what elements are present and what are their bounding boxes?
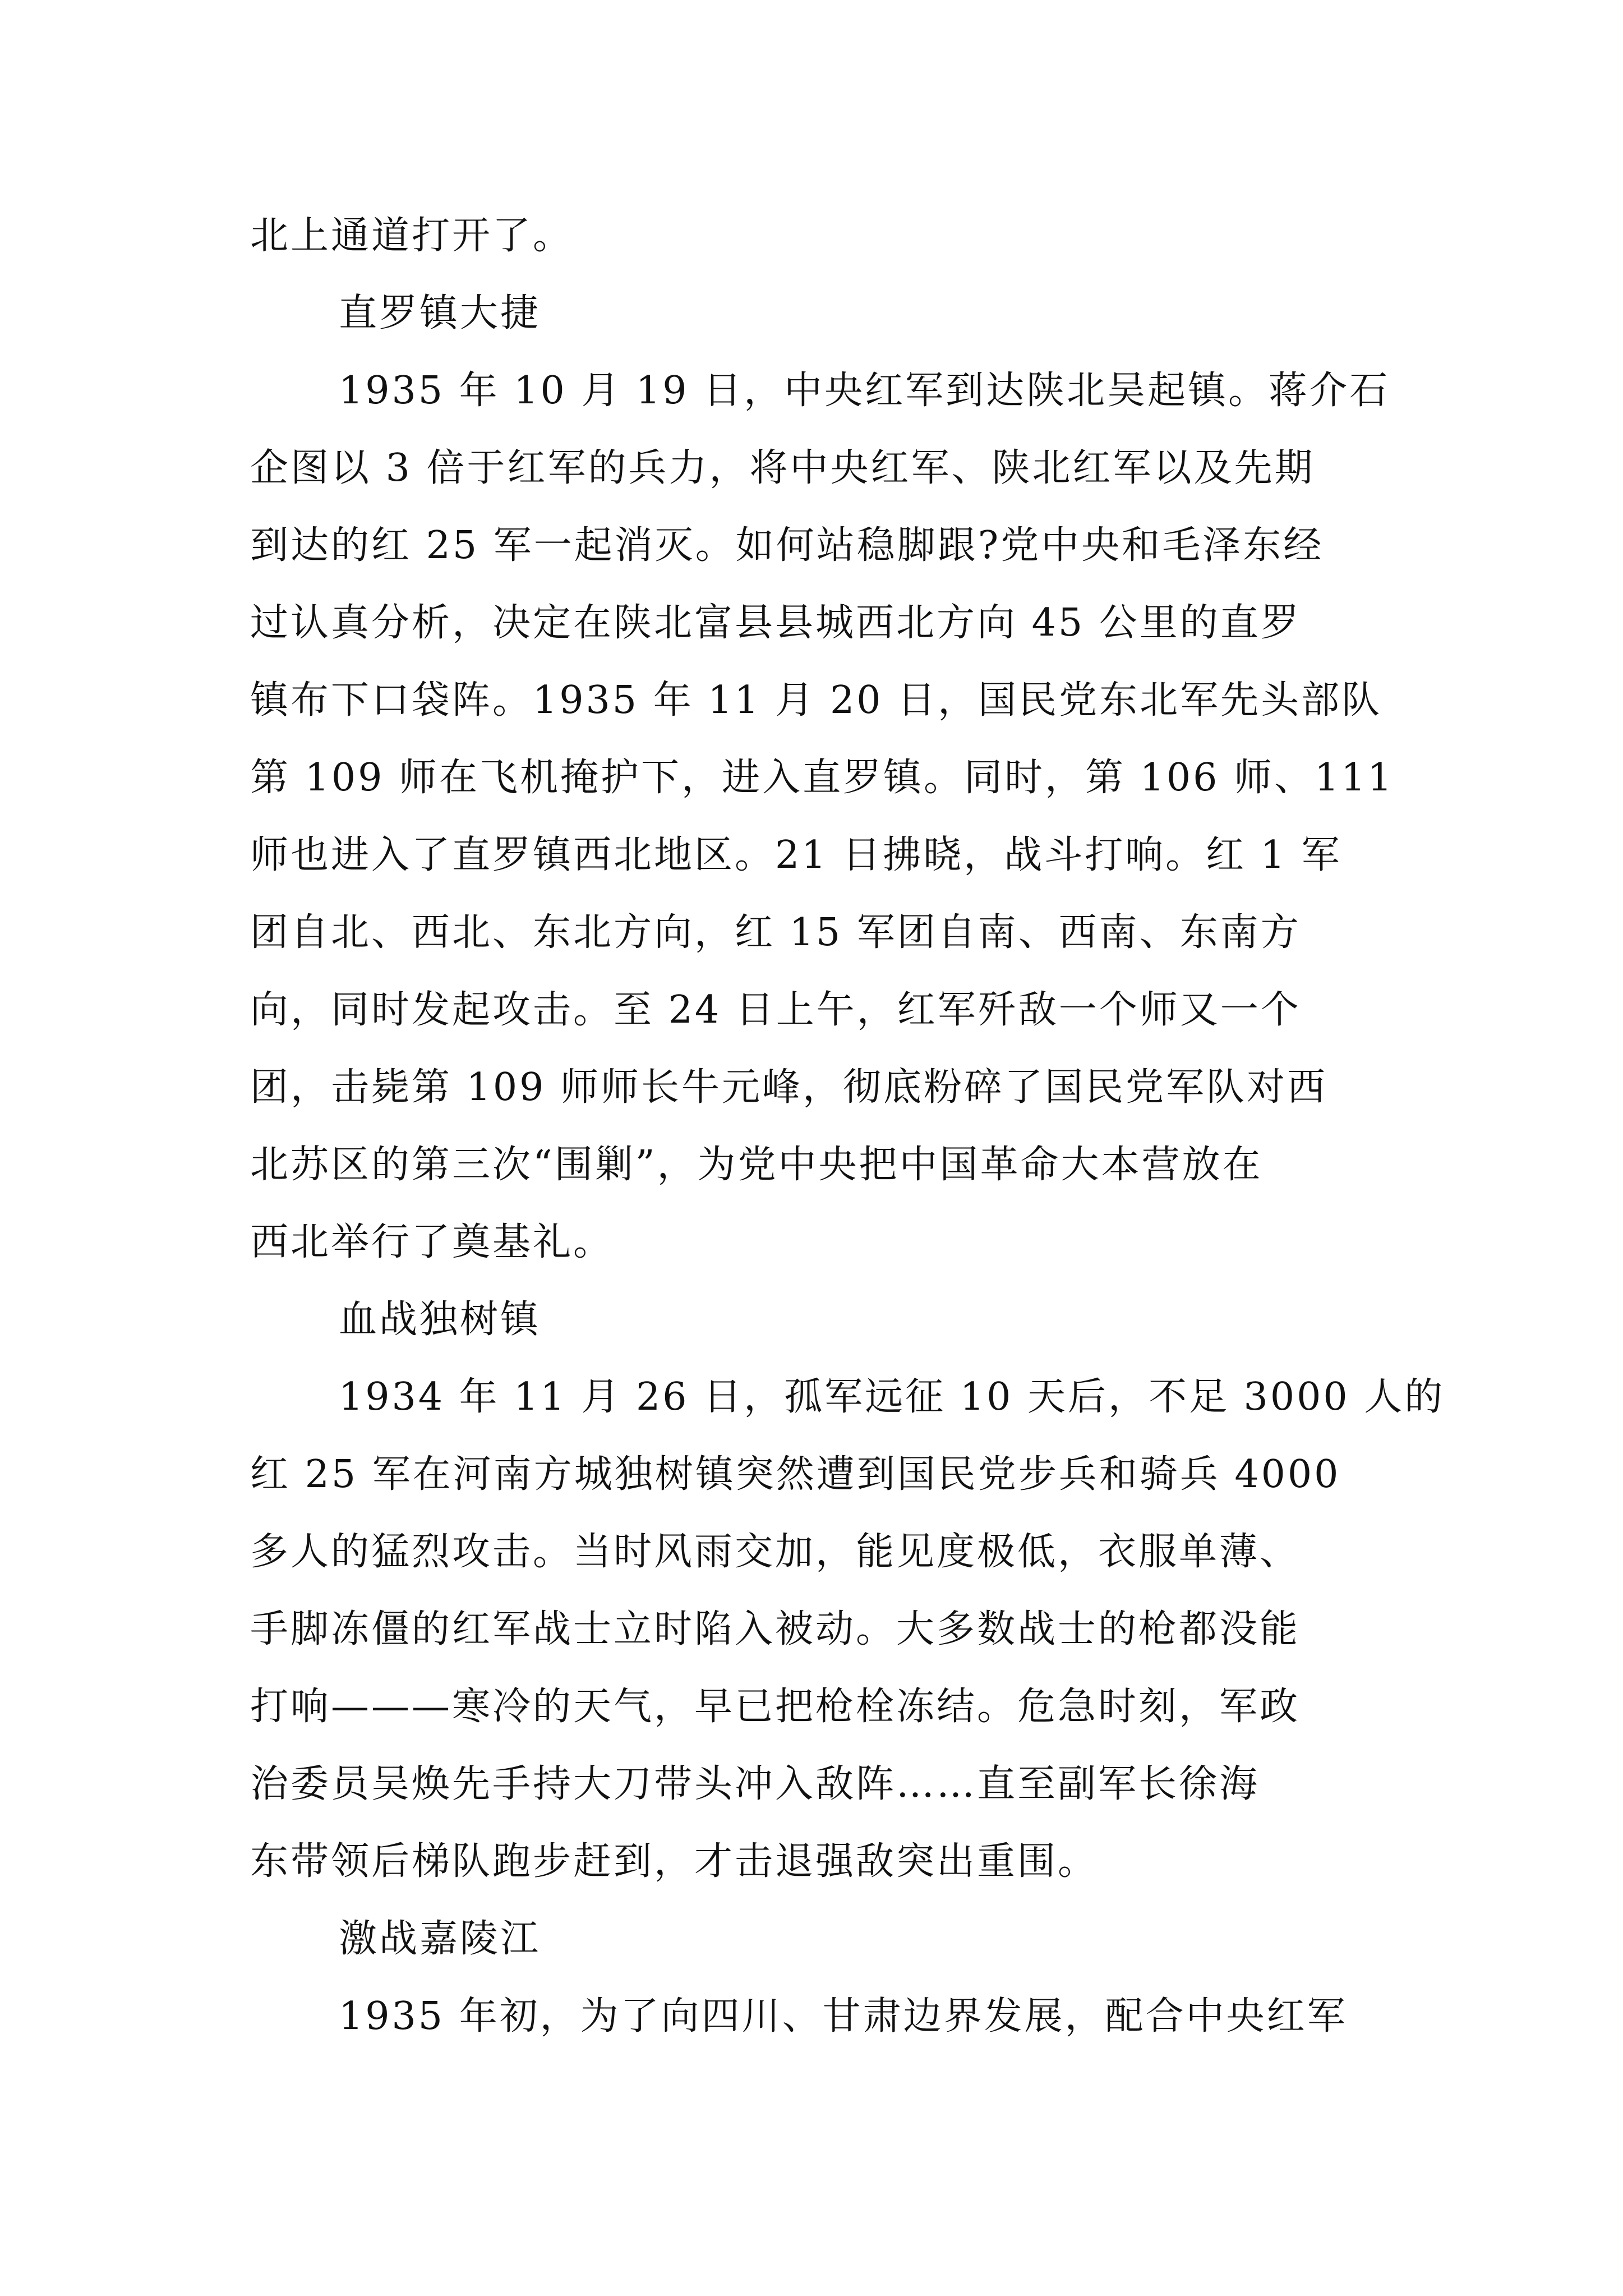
text-line: 治委员吴焕先手持大刀带头冲入敌阵……直至副军长徐海 [250,1762,1260,1806]
text-line: 北苏区的第三次“围剿”，为党中央把中国革命大本营放在 [250,1143,1263,1187]
text-line: 团，击毙第 109 师师长牛元峰，彻底粉碎了国民党军队对西 [250,1065,1328,1110]
text-line: 红 25 军在河南方城独树镇突然遭到国民党步兵和骑兵 4000 [250,1452,1341,1497]
text-line: 到达的红 25 军一起消灭。如何站稳脚跟?党中央和毛泽东经 [250,523,1324,568]
text-line: 北上通道打开了。 [250,214,574,258]
text-line: 师也进入了直罗镇西北地区。21 日拂晓，战斗打响。红 1 军 [250,833,1342,877]
text-line: 西北举行了奠基礼。 [250,1220,614,1264]
text-line: 向，同时发起攻击。至 24 日上午，红军歼敌一个师又一个 [250,988,1301,1032]
text-line: 多人的猛烈攻击。当时风雨交加，能见度极低，衣服单薄、 [250,1530,1301,1574]
text-line: 镇布下口袋阵。1935 年 11 月 20 日，国民党东北军先头部队 [250,678,1382,723]
section-heading: 激战嘉陵江 [339,1917,541,1961]
section-heading: 血战独树镇 [339,1297,541,1342]
text-line: 手脚冻僵的红军战士立时陷入被动。大多数战士的枪都没能 [250,1607,1301,1651]
document-body [250,197,1445,2055]
text-line: 过认真分析，决定在陕北富县县城西北方向 45 公里的直罗 [250,601,1301,645]
text-line: 企图以 3 倍于红军的兵力，将中央红军、陕北红军以及先期 [250,446,1315,490]
text-line: 1935 年初，为了向四川、甘肃边界发展，配合中央红军 [339,1994,1348,2039]
text-line: 东带领后梯队跑步赶到，才击退强敌突出重围。 [250,1839,1099,1884]
text-line: 团自北、西北、东北方向，红 15 军团自南、西南、东南方 [250,910,1301,955]
text-line: 第 109 师在飞机掩护下，进入直罗镇。同时，第 106 师、111 [250,756,1394,800]
section-heading: 直罗镇大捷 [339,291,541,335]
text-line: 打响———寒冷的天气，早已把枪栓冻结。危急时刻，军政 [250,1685,1301,1729]
text-line: 1935 年 10 月 19 日，中央红军到达陕北吴起镇。蒋介石 [339,369,1390,413]
text-line: 1934 年 11 月 26 日，孤军远征 10 天后，不足 3000 人的 [339,1375,1445,1419]
